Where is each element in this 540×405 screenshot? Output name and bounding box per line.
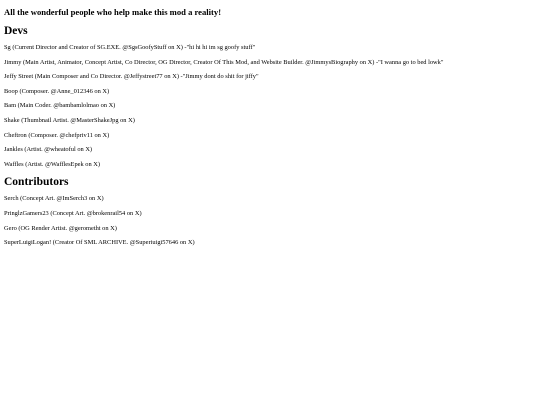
list-item: Serch (Concept Art. @ImSerch3 on X): [4, 195, 104, 203]
list-item: Cheftron (Composer. @chefpriv11 on X): [4, 131, 110, 139]
devs-list: [4, 44, 540, 169]
list-item: Jimmy (Main Artist, Animator, Concept Artist, Co Director, OG Director, Creator Of This Mod, and Website Builder. @JimmysBiography on X) -"I wanna go to bed lowk": [4, 58, 444, 66]
contributors-list: [4, 195, 540, 247]
list-item: Jeffy Street (Main Composer and Co Director. @Jeffystreet77 on X) -"Jimmy dont do shit for jiffy": [4, 73, 259, 81]
list-item: Gero (OG Render Artist. @gerometht on X): [4, 224, 117, 232]
list-item: Sg (Current Director and Creator of SG.EXE. @SgsGoofyStuff on X) -"hi hi hi im sg goofy stuff": [4, 44, 256, 51]
list-item: Shake (Thumbnail Artist. @MasterShakeJpg on X): [4, 116, 135, 124]
list-item: Jankles (Artist. @wheatoful on X): [4, 146, 93, 154]
list-item: PringlzGamers23 (Concept Art. @brokenrail54 on X): [4, 209, 142, 217]
list-item: Waffles (Artist. @WafflesEpek on X): [4, 160, 101, 168]
list-item: Bam (Main Coder. @bambamlolmao on X): [4, 102, 116, 110]
list-item: SuperLuigiLogan! (Creator Of SML ARCHIVE. @Superiuigi57646 on X): [4, 239, 195, 247]
section-title-contributors: Contributors: [4, 176, 69, 189]
list-item: Boop (Composer. @Anne_012346 on X): [4, 87, 110, 95]
intro-text: All the wonderful people who help make this mod a reality!: [4, 7, 222, 17]
section-title-devs: Devs: [4, 25, 28, 37]
